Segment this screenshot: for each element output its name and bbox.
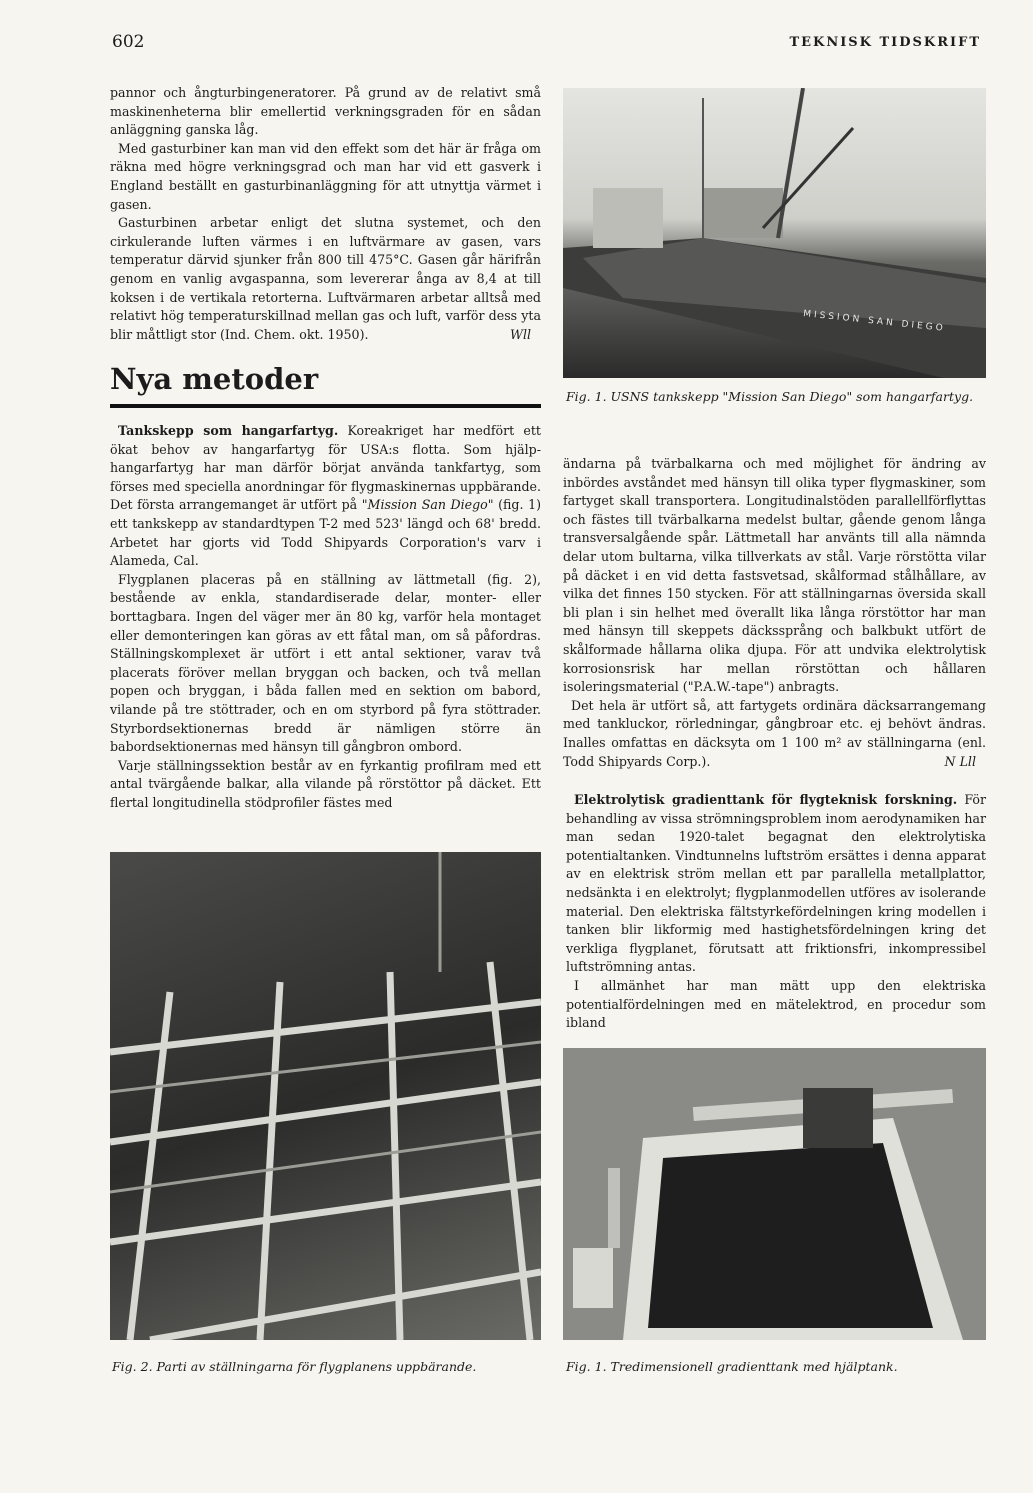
article1-right	[563, 455, 986, 771]
section-title: Nya metoder	[110, 362, 319, 396]
article1-left	[110, 422, 541, 812]
article-title: Tankskepp som hangarfartyg.	[118, 423, 339, 438]
paragraph-text: (fig. 1) ett tankskepp av standardtypen T-2 med 523' längd och 68' bredd. Arbetet har gjorts vid Todd Shipyards Corporation's varv i Alameda, Cal.	[110, 497, 541, 569]
paragraph	[110, 422, 541, 571]
ship-caption: Fig. 1. USNS tankskepp "Mission San Diego" som hangarfartyg.	[566, 389, 974, 404]
ship-illustration	[563, 88, 986, 378]
author-signature: N Lll	[944, 753, 976, 769]
author-signature: Wll	[510, 326, 531, 342]
hull-lettering: MISSION SAN DIEGO	[802, 309, 947, 334]
tank-caption: Fig. 1. Tredimensionell gradienttank med hjälptank.	[566, 1359, 898, 1374]
paragraph: Med gasturbiner kan man vid den effekt som det här är fråga om räkna med högre verkningsgrad och man har vid ett gasverk i England beställt en gasturbinanläggning för att utnyttja värmet i gasen.	[110, 140, 541, 212]
paragraph-text: Koreakriget har medfört ett ökat behov av hangarfartyg för USA:s flotta. Som hjälp-hangarfartyg har man därför börjat använda tankfartyg, som förses med speciella anordningar för flygmaskinernas uppbärande. Det första arrangemanget är utfört på	[110, 423, 541, 513]
paragraph: Varje ställningssektion består av en fyrkantig profilram med ett antal tvärgående balkar, alla vilande på rörstöttor på däcket. Ett flertal longitudinella stödprofiler fästes med	[110, 757, 541, 810]
paragraph	[566, 791, 986, 977]
paragraph: ändarna på tvärbalkarna och med möjlighet för ändring av inbördes avståndet med hänsyn till olika typer flygmaskiner, som fartyget skall transportera. Longitudinalstöden parallellförflyttas och fästes till tvärbalkarna medelst bultar, gående genom långa transversalgående spår. Lättmetall har använts till alla nämnda delar utom bultarna, vilka tillverkats av stål. Varje rörstötta vilar på däcket i en vid detta fastsvetsad, skålformad stålhållare, av vilka det finnes 150 stycken. För att ställningarnas översida skall bli plan i sin helhet med överallt lika långa rörstöttor har man med hänsyn till skeppets däckssprång och balkbukt utfört de skålformade hållarna olika djupa. För att undvika elektrolytisk korrosionsrisk har mellan rörstöttan och hållaren isoleringsmaterial ("P.A.W.-tape") anbragts.	[563, 456, 986, 695]
ship-name: "Mission San Diego"	[361, 497, 494, 513]
paragraph	[110, 214, 541, 344]
paragraph-text: Det hela är utfört så, att fartygets ordinära däcksarrangemang med tankluckor, rörledningar, gångbroar etc. ej behövt ändras. Inalles omfattas en däcksyta om 1 100 m² av ställningarna (enl. Todd Shipyards Corp.).	[563, 697, 986, 769]
scaffold-caption: Fig. 2. Parti av ställningarna för flygplanens uppbärande.	[112, 1359, 477, 1374]
paragraph-text: För behandling av vissa strömningsproblem inom aerodynamiken har man sedan 1920-talet begagnat den elektrolytiska potentialtanken. Vindtunnelns luftström ersättes i denna apparat av en elektrisk ström mellan ett par parallella metallplattor, nedsänkta i en elektrolyt; flygplanmodellen utföres av isolerande material. Den elektriska fältstyrkefördelningen kring modellen i tanken blir likformig med hastighetsfördelningen kring det verkliga flygplanet, förutsatt att friktionsfri, inkompressibel luftströmning antas.	[566, 792, 986, 975]
scaffold-photo	[110, 852, 541, 1340]
page-number: 602	[112, 32, 145, 52]
scaffold-illustration	[110, 852, 541, 1340]
paragraph	[563, 697, 986, 771]
gradient-tank-photo	[563, 1048, 986, 1340]
article-title: Elektrolytisk gradienttank för flygteknisk forskning.	[574, 792, 958, 807]
tank-illustration	[563, 1048, 986, 1340]
section-rule	[110, 404, 541, 408]
paragraph: Flygplanen placeras på en ställning av lättmetall (fig. 2), bestående av enkla, standardiserade delar, monter- eller borttagbara. Ingen del väger mer än 80 kg, varför hela montaget eller demonteringen kan göras av ett fåtal man, om så påfordras. Ställningskomplexet är utfört i ett antal sektioner, varav två placerats föröver mellan bryggan och backen, och två mellan popen och bryggan, i båda fallen med en sektion om babord, vilande på tre stöttrader, och en om styrbord på fyra stöttrader. Styrbordsektionernas bredd är nämligen större än babordsektionernas med hänsyn till gångbron ombord.	[110, 571, 541, 755]
paragraph: pannor och ångturbingeneratorer. På grund av de relativt små maskinenheterna blir emellertid verkningsgraden för en sådan anläggning ganska låg.	[110, 85, 541, 138]
article2	[566, 791, 986, 1033]
journal-title: TEKNISK TIDSKRIFT	[789, 35, 981, 50]
paragraph-text: Gasturbinen arbetar enligt det slutna systemet, och den cirkulerande luften värmes i en luftvärmare av gasen, vars temperatur därvid sjunker från 800 till 475°C. Gasen går härifrån genom en vanlig avgaspanna, som levererar ånga av 8,4 at till koksen i de vertikala retorterna. Luftvärmaren arbetar alltså med relativt hög temperaturskillnad mellan gas och luft, varför dess yta blir måttligt stor (Ind. Chem. okt. 1950).	[110, 215, 541, 342]
ship-photo	[563, 88, 986, 378]
paragraph: I allmänhet har man mätt upp den elektriska potentialfördelningen med en mätelektrod, en procedur som ibland	[566, 977, 986, 1031]
left-top-text	[110, 84, 541, 344]
